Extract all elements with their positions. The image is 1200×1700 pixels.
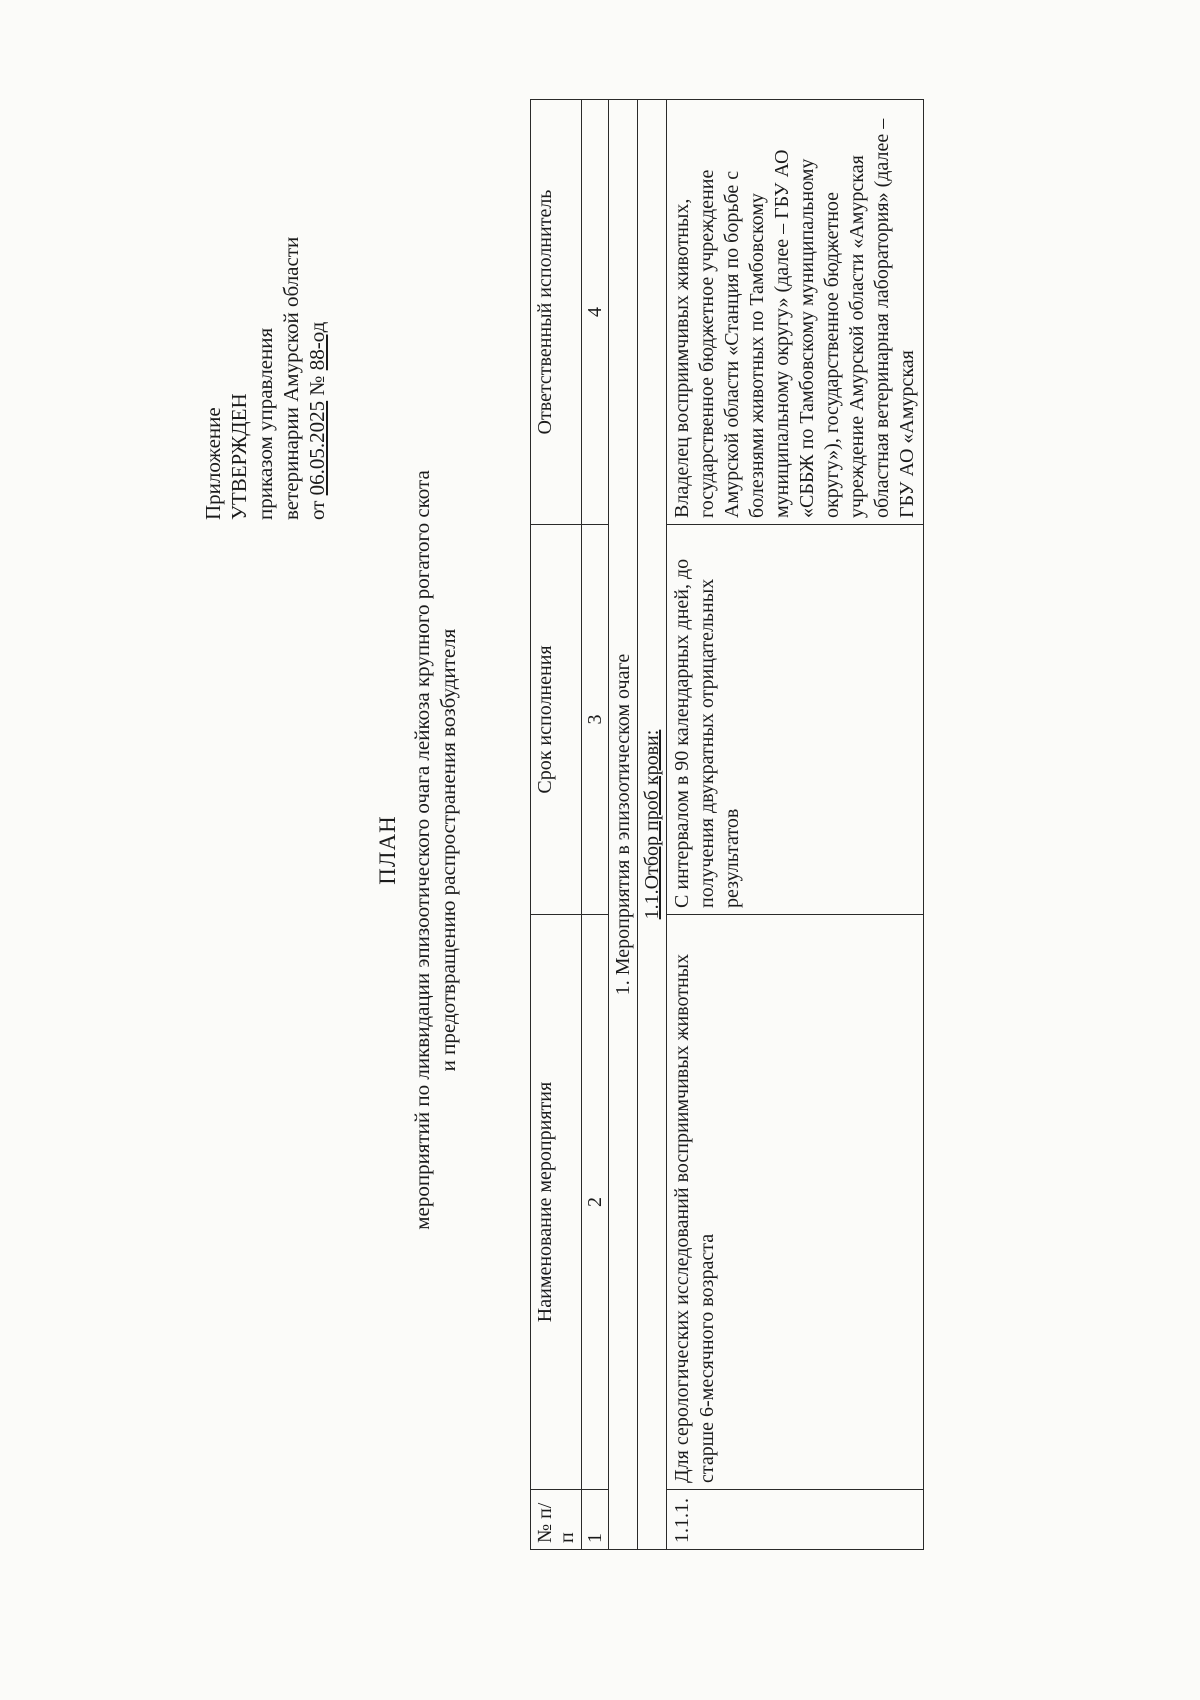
approval-line-approved: УТВЕРЖДЕН	[227, 393, 251, 520]
subsection-row	[638, 100, 667, 1550]
column-number-2: 2	[582, 915, 609, 1490]
document-title: ПЛАН	[375, 815, 400, 885]
column-number-3: 3	[582, 525, 609, 915]
approval-line-department: ветеринарии Амурской области	[279, 236, 303, 520]
section-row	[609, 100, 638, 1550]
section-title: 1. Мероприятия в эпизоотическом очаге	[609, 100, 638, 1550]
header-responsible: Ответственный исполнитель	[531, 100, 582, 525]
column-number-1: 1	[582, 1490, 609, 1550]
document-subtitle-line-2: и предотвращению распространения возбудителя	[436, 628, 460, 1072]
subsection-text: 1.1.Отбор проб крови:	[641, 729, 663, 920]
title-block	[375, 0, 461, 1700]
table-header-row	[531, 100, 582, 1550]
header-name: Наименование мероприятия	[531, 915, 582, 1490]
row-number: 1.1.1.	[667, 1490, 924, 1550]
subsection-title	[638, 100, 667, 1550]
date-prefix: от	[305, 495, 329, 520]
table-row	[667, 100, 924, 1550]
approval-date: 06.05.2025	[305, 400, 329, 496]
header-number: № п/п	[531, 1490, 582, 1550]
approval-block	[200, 237, 330, 520]
approval-line-appendix: Приложение	[201, 407, 225, 520]
header-term: Срок исполнения	[531, 525, 582, 915]
column-number-row	[582, 100, 609, 1550]
column-number-4: 4	[582, 100, 609, 525]
approval-line-order: приказом управления	[253, 327, 277, 520]
number-prefix: №	[305, 370, 329, 401]
row-responsible: Владелец восприимчивых животных, государственное бюджетное учреждение Амурской области «Станция по борьбе с болезнями животных по Тамбовскому муниципальному округу» (далее – ГБУ АО «СББЖ по Тамбовскому муниципальному округу»), государственное бюджетное учреждение Амурской области «Амурская областная ветеринарная лаборатория» (далее – ГБУ АО «Амурская	[667, 100, 924, 525]
approval-line-date	[304, 237, 330, 520]
document-subtitle-line-1: мероприятий по ликвидации эпизоотического очага лейкоза крупного рогатого скота	[410, 470, 434, 1230]
row-name: Для серологических исследований восприимчивых животных старше 6-месячного возраста	[667, 915, 924, 1490]
plan-table	[530, 99, 924, 1550]
row-term: С интервалом в 90 календарных дней, до получения двукратных отрицательных результатов	[667, 525, 924, 915]
approval-number: 88-од	[305, 321, 329, 371]
